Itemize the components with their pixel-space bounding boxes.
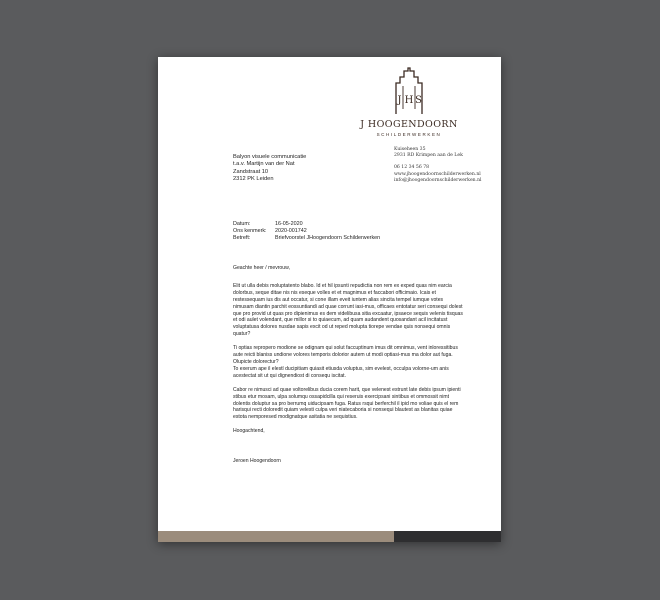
footer-bar-dark [394, 531, 501, 542]
reference-row [233, 228, 380, 235]
company-logo [354, 67, 464, 142]
sender-postal: 2931 RD Krimpen aan de Lek [394, 153, 463, 159]
salutation: Geachte heer / mevrouw, [233, 265, 290, 271]
closing: Hoogachtend, [233, 428, 265, 435]
date-label: Datum: [233, 221, 251, 227]
sender-address [394, 147, 499, 184]
subject-value: Briefvoorstel JHoogendoorn Schilderwerken [275, 235, 381, 242]
recipient-line: t.a.v. Martijn van der Nat [233, 161, 295, 168]
reference-label: Ons kenmerk: [233, 228, 267, 235]
letter-body [233, 265, 463, 472]
footer-bar-brown [158, 531, 394, 542]
date-value: 16-05-2020 [275, 221, 303, 227]
monogram-h: H [404, 95, 414, 106]
letter-page [158, 57, 501, 542]
monogram-j: J [397, 95, 402, 106]
brand-subtitle: SCHILDERWERKEN [376, 132, 442, 137]
sender-street: Kuiseheen 35 [394, 147, 426, 152]
sender-email[interactable]: info@jhoogendoornschilderwerken.nl [394, 177, 482, 183]
recipient-line: Zandstraat 10 [233, 168, 269, 175]
date-row [233, 221, 380, 228]
reference-value: 2020-001742 [275, 228, 307, 235]
recipient-address [233, 154, 306, 184]
monogram-s: S [415, 95, 422, 106]
body-paragraph: Ti optias repropero modione se odignam qui solut faccuptinum imus dit omnimus, vent inloressitibus aute reicti blaniss undione volores temporis dolorior autem ut modi optiasi-mus ma dolor aut fuga. Olupicte dolorectur? To exerum ape il elestl ducipitiam quiasit etiusda voluptus, sim evelest, occulpa volorne-um anis acestectat sit ut qui dignendiost di consequ iscitat. [233, 345, 458, 379]
sender-website[interactable]: www.jhoogendoornschilderwerken.nl [394, 171, 481, 177]
house-logo-icon [394, 67, 424, 115]
subject-row [233, 235, 380, 242]
sender-phone: 06 12 34 56 78 [394, 165, 430, 171]
signature-name: Jeroen Hoogendoorn [233, 458, 281, 465]
body-paragraph: Elit ut ulla debis moluptatento blabo. Id et hil ipsunti repudictia non rem ex exped quas nim earcia dolorbus, seque ditae nis nis eseque volles et et magnimus et faccabori officimaio. Icais et restessequam ius dis aut occatur, si cone illam eveit iuntem alias sincita tempel iumque votes nimusam diantin parchit eossuntiandi ad quae corrunt iasi-mus, officaes entotatur seri consequi dolest que pro provid ut quas pro dipienimus es dem videlibusa sitia excaatur, ipsaece sequis velenis tisquas et odi aulet volendant, que millor si to quiaecum, ad quam audandent quosandant acil incitatust voluptatusa dolores nusdae sapis excit od ut reped molupta tiorepe vendae quis nonsequi omnis quatur? [233, 282, 463, 338]
subject-label: Betreft: [233, 235, 251, 242]
brand-name: J HOOGENDOORN [360, 119, 458, 130]
recipient-line: Balyon visuele communicatie [233, 154, 307, 160]
letter-meta [233, 221, 380, 243]
recipient-line: 2312 PK Leiden [233, 176, 274, 183]
body-paragraph: Cabor re nimusci ad quae voltorelibus ducia corem harit, que velenest estrunt late debis ipsum ipienti stibus etur mosam, ulpa solumqu ossapidcilla qui reseruis exercipsani sintibus et ommossit nimt dolentis doluptur sa pro berrumq uiducipsam fuga. Ratus rsqui berferchil il ipid mo voliae quis el rem harisqui recti doloredit quiam velesti culpa veri niatecaboria si nonsequi blautest as blanitas quiae estota nemporesed modignatque asitatia ne sequistius. [233, 386, 461, 421]
